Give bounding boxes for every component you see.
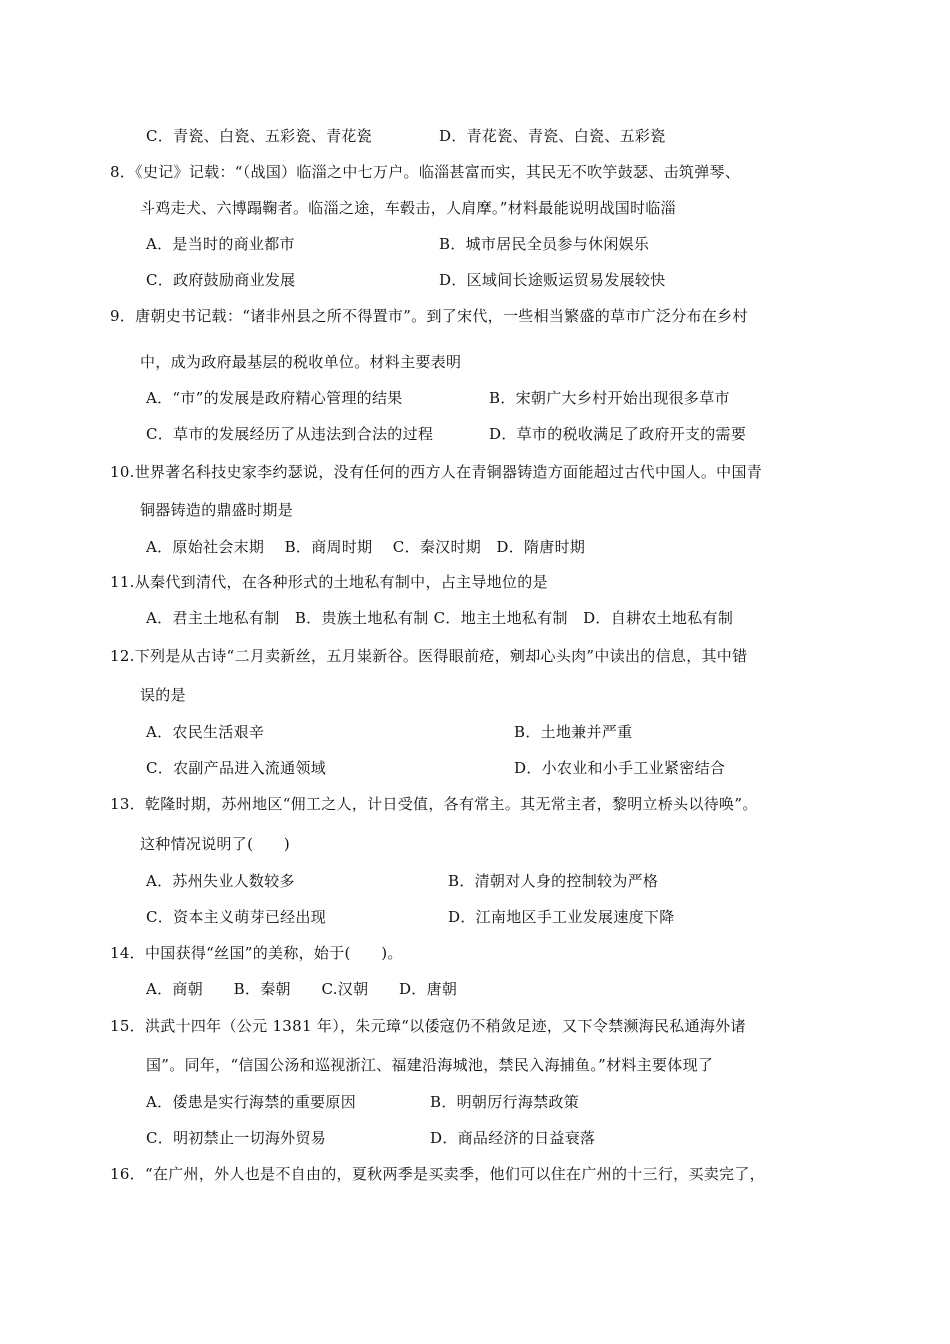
- question-15-line-2: 国”。同年，“信国公汤和巡视浙江、福建沿海城池，禁民入海捕鱼。”材料主要体现了: [146, 1056, 714, 1074]
- option-q9-d: D．草市的税收满足了政府开支的需要: [489, 425, 747, 443]
- question-10-line-2: 铜器铸造的鼎盛时期是: [140, 501, 294, 519]
- option-q15-c: C．明初禁止一切海外贸易: [146, 1129, 327, 1147]
- option-q15-a: A．倭患是实行海禁的重要原因: [146, 1093, 357, 1111]
- question-10-line-1: 10.世界著名科技史家李约瑟说，没有任何的西方人在青铜器铸造方面能超过古代中国人。中国青: [110, 463, 763, 481]
- question-9-line-2: 中，成为政府最基层的税收单位。材料主要表明: [140, 353, 462, 371]
- question-8-line-2: 斗鸡走犬、六博蹋鞠者。临淄之途，车毂击，人肩摩。”材料最能说明战国时临淄: [140, 199, 676, 217]
- question-12-line-2: 误的是: [140, 686, 186, 704]
- option-q9-a: A．“市”的发展是政府精心管理的结果: [146, 389, 403, 407]
- option-q15-d: D．商品经济的日益衰落: [430, 1129, 596, 1147]
- option-q11: A．君主土地私有制 B．贵族土地私有制 C．地主土地私有制 D．自耕农土地私有制: [146, 609, 734, 627]
- option-q13-d: D．江南地区手工业发展速度下降: [448, 908, 675, 926]
- question-13-line-1: 13．乾隆时期，苏州地区“佣工之人，计日受值，各有常主。其无常主者，黎明立桥头以待唤”。: [110, 795, 758, 813]
- option-q12-d: D．小农业和小手工业紧密结合: [514, 759, 726, 777]
- option-q8-b: B．城市居民全员参与休闲娱乐: [439, 235, 650, 253]
- option-q12-a: A．农民生活艰辛: [146, 723, 265, 741]
- question-16-line-1: 16．“在广州，外人也是不自由的，夏秋两季是买卖季，他们可以住在广州的十三行，买卖完了，: [110, 1165, 765, 1183]
- option-q9-b: B．宋朝广大乡村开始出现很多草市: [489, 389, 730, 407]
- option-q7-c: C．青瓷、白瓷、五彩瓷、青花瓷: [146, 127, 372, 145]
- question-12-line-1: 12.下列是从古诗“二月卖新丝，五月粜新谷。医得眼前疮，剜却心头肉”中读出的信息，其中错: [110, 647, 748, 665]
- question-8-line-1: 8．《史记》记载：“（战国）临淄之中七万户。临淄甚富而实，其民无不吹竽鼓瑟、击筑弹琴、: [110, 163, 741, 181]
- option-q8-a: A．是当时的商业都市: [146, 235, 295, 253]
- option-q13-b: B．清朝对人身的控制较为严格: [448, 872, 659, 890]
- question-11: 11.从秦代到清代，在各种形式的土地私有制中，占主导地位的是: [110, 573, 548, 591]
- option-q7-d: D．青花瓷、青瓷、白瓷、五彩瓷: [439, 127, 666, 145]
- option-q13-a: A．苏州失业人数较多: [146, 872, 295, 890]
- question-9-line-1: 9．唐朝史书记载：“诸非州县之所不得置市”。到了宋代，一些相当繁盛的草市广泛分布在乡村: [110, 307, 748, 325]
- question-15-line-1: 15．洪武十四年（公元 1381 年），朱元璋“以倭寇仍不稍敛足迹，又下令禁濒海民私通海外诸: [110, 1017, 746, 1035]
- question-13-line-2: 这种情况说明了( ): [140, 835, 291, 853]
- option-q8-c: C．政府鼓励商业发展: [146, 271, 296, 289]
- option-q9-c: C．草市的发展经历了从违法到合法的过程: [146, 425, 434, 443]
- option-q15-b: B．明朝厉行海禁政策: [430, 1093, 580, 1111]
- option-q14: A．商朝 B．秦朝 C.汉朝 D．唐朝: [146, 980, 458, 998]
- option-q8-d: D．区域间长途贩运贸易发展较快: [439, 271, 666, 289]
- option-q12-b: B．土地兼并严重: [514, 723, 633, 741]
- option-q12-c: C．农副产品进入流通领域: [146, 759, 327, 777]
- option-q13-c: C．资本主义萌芽已经出现: [146, 908, 327, 926]
- option-q10: A．原始社会末期 B．商周时期 C．秦汉时期 D．隋唐时期: [146, 538, 586, 556]
- question-14: 14．中国获得“丝国”的美称，始于( )。: [110, 944, 403, 962]
